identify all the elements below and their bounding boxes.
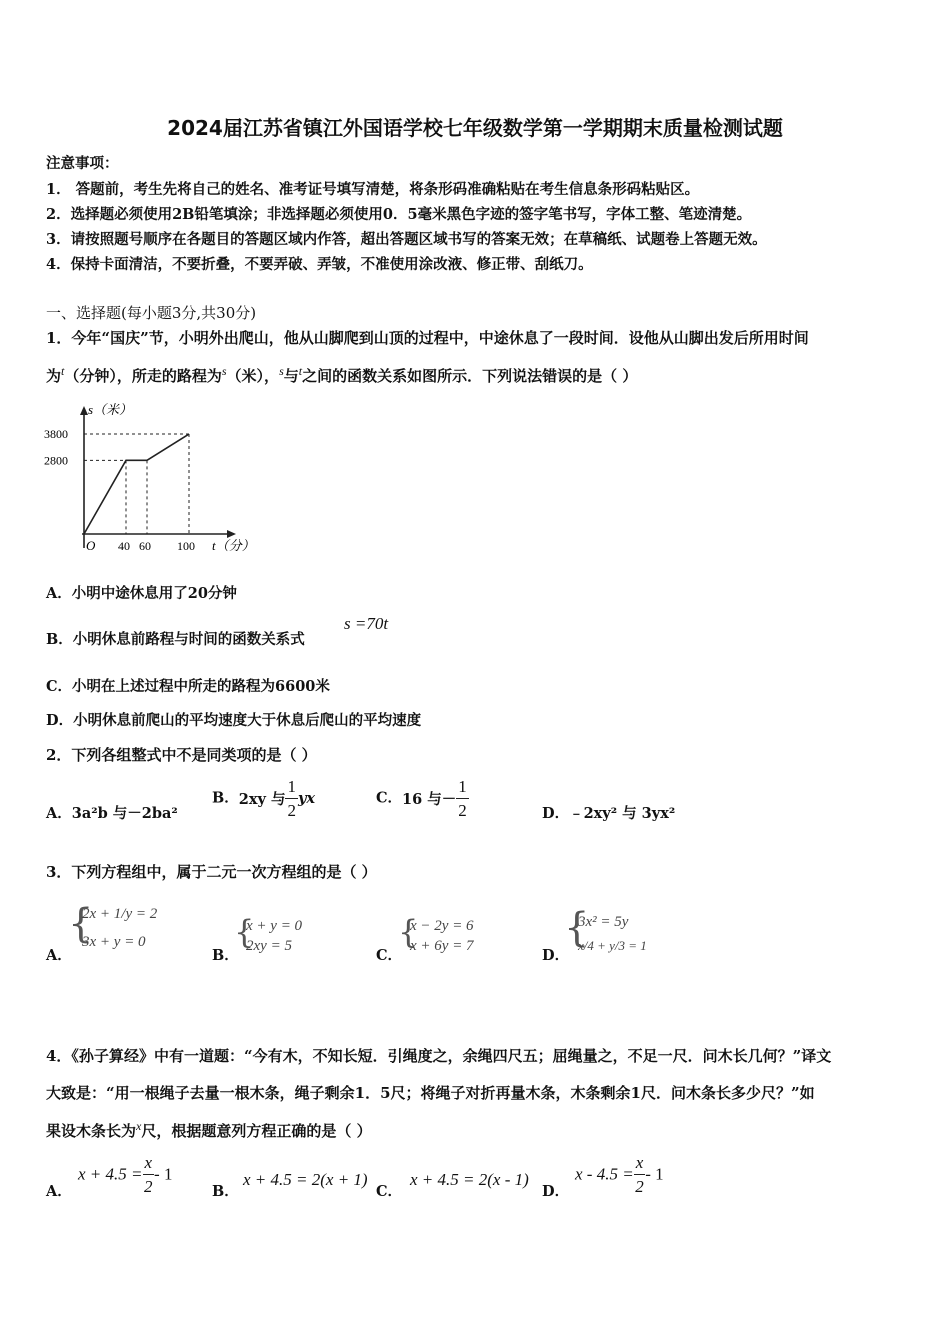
q4-line2: 大致是：“用一根绳子去量一根木条，绳子剩余1．5尺；将绳子对折再量木条，木条剩余1尺．问木条长多少尺？”如	[46, 1084, 815, 1102]
y-tick-label: 2800	[44, 453, 68, 468]
q1-option-c: C．小明在上述过程中所走的路程为6600米	[46, 678, 330, 695]
q3-option-c-label: C．	[376, 947, 403, 964]
notice-item-1: 1． 答题前，考生先将自己的姓名、准考证号填写清楚，将条形码准确粘贴在考生信息条形码粘贴区。	[46, 181, 700, 198]
q3-option-d-label: D．	[542, 947, 570, 964]
q4-line1: 4．《孙子算经》中有一道题：“今有木，不知长短．引绳度之，余绳四尺五；屈绳量之，不足一尺．问木长几何？”译文	[46, 1047, 832, 1065]
q2-b-fraction: $\frac{1}{2}$	[287, 777, 296, 820]
var-x: x	[136, 1119, 142, 1133]
q4-line3: 果设木条长为$^x$尺，根据题意列方程正确的是（ ）	[46, 1119, 372, 1140]
q4-option-a-label: A．	[46, 1183, 72, 1200]
x-tick-label: 60	[139, 539, 151, 553]
var-t: t	[61, 364, 65, 378]
notice-item-3: 3．请按照题号顺序在各题目的答题区域内作答，超出答题区域书写的答案无效；在草稿纸、试题卷上答题无效。	[46, 231, 767, 248]
y-axis-arrow	[80, 406, 88, 415]
q1-option-b: B．小明休息前路程与时间的函数关系式	[46, 631, 305, 648]
x-tick-label: 100	[177, 539, 195, 553]
var-s-2: s	[279, 364, 284, 378]
x-axis-label: t（分）	[212, 538, 255, 553]
brace-icon: {	[398, 913, 419, 951]
q2-c-fraction: $\frac{1}{2}$	[458, 777, 467, 820]
section-heading: 一、选择题(每小题3分,共30分)	[46, 304, 257, 322]
q4-option-b-expr: x + 4.5 = 2(x + 1)	[243, 1170, 368, 1189]
q1-chart	[40, 398, 280, 568]
q3-stem: 3．下列方程组中，属于二元一次方程组的是（ ）	[46, 863, 377, 881]
q1-line2: 为$^t$（分钟），所走的路程为$^s$（米），$^s$与$^t$之间的函数关系如图所示．下列说法错误的是（ ）	[46, 364, 638, 385]
q4-option-c-label: C．	[376, 1183, 403, 1200]
var-s: s	[221, 364, 227, 378]
q1-option-b-formula: s =70t	[344, 614, 389, 633]
q1-option-d: D．小明休息前爬山的平均速度大于休息后爬山的平均速度	[46, 712, 422, 729]
q4-option-a-expr: x + 4.5 = $\frac{x}{2}$ - 1	[78, 1153, 173, 1196]
y-tick-label: 3800	[44, 427, 68, 442]
origin-label: O	[86, 538, 96, 553]
q4-option-d-expr: x - 4.5 = $\frac{x}{2}$ - 1	[575, 1153, 664, 1196]
q3-option-b-label: B．	[212, 947, 239, 964]
page-title: 2024届江苏省镇江外国语学校七年级数学第一学期期末质量检测试题	[167, 116, 783, 140]
q2-option-c: C．16 与－ $\frac{1}{2}$	[376, 777, 467, 820]
notice-item-4: 4．保持卡面清洁，不要折叠，不要弄破、弄皱，不准使用涂改液、修正带、刮纸刀。	[46, 256, 593, 273]
notice-heading: 注意事项：	[46, 155, 119, 172]
q1-line1: 1．今年“国庆”节，小明外出爬山，他从山脚爬到山顶的过程中，中途休息了一段时间．设他从山脚出发后所用时间	[46, 329, 809, 347]
brace-icon: {	[68, 901, 94, 947]
q4-option-c-expr: x + 4.5 = 2(x - 1)	[410, 1170, 529, 1189]
q4-option-b-label: B．	[212, 1183, 239, 1200]
brace-icon: {	[234, 913, 255, 951]
y-axis-label: s（米）	[88, 402, 133, 417]
x-tick-label: 40	[118, 539, 130, 553]
notice-item-2: 2．选择题必须使用2B铅笔填涂；非选择题必须使用0．5毫米黑色字迹的签字笔书写，字体工整、笔迹清楚。	[46, 206, 752, 223]
q4-option-d-label: D．	[542, 1183, 570, 1200]
q2-option-a: A．3a²b 与－2ba²	[46, 805, 178, 822]
q2-stem: 2．下列各组整式中不是同类项的是（ ）	[46, 746, 317, 764]
x-axis-arrow	[227, 530, 236, 538]
q1-option-a: A．小明中途休息用了20分钟	[46, 585, 237, 602]
q3-option-a-label: A．	[46, 947, 72, 964]
brace-icon: {	[564, 905, 590, 951]
q2-option-d: D．﹣2xy² 与 3yx²	[542, 805, 676, 822]
q2-option-b: B．2xy 与 $\frac{1}{2}$ yx	[212, 777, 316, 820]
var-t-2: t	[298, 364, 303, 378]
series-line	[84, 434, 189, 534]
